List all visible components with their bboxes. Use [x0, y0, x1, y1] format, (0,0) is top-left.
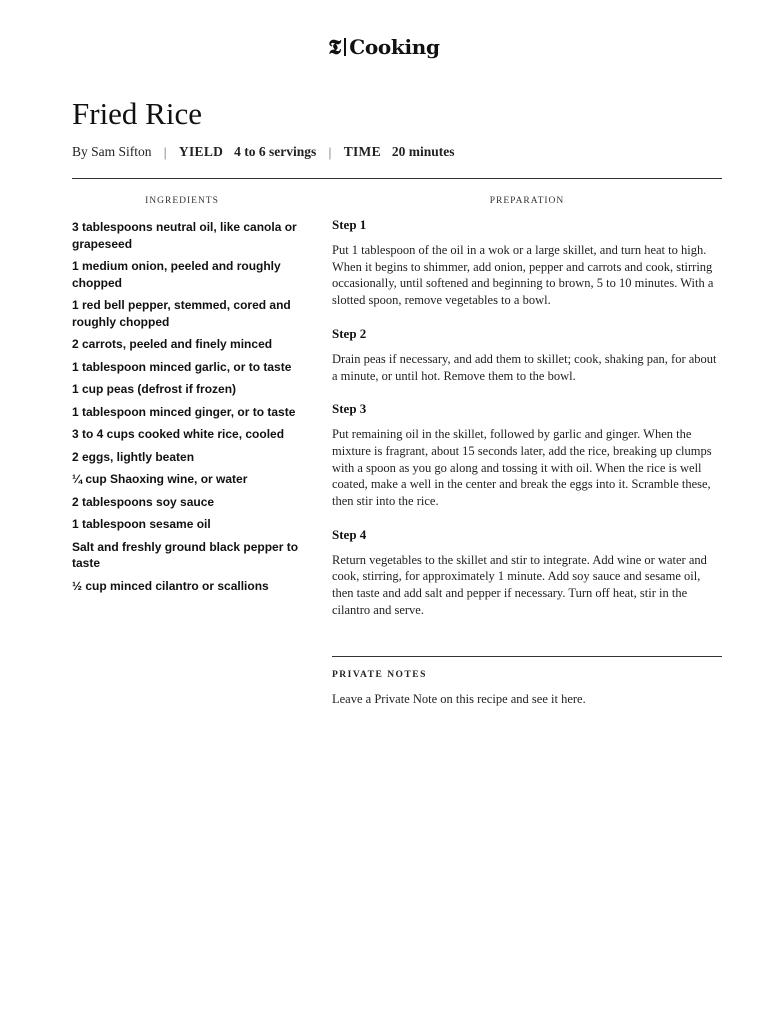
ingredient-item: 1 tablespoon minced garlic, or to taste	[72, 359, 292, 374]
notes-divider	[332, 656, 722, 657]
cooking-logo[interactable]	[328, 36, 439, 58]
meta-divider: |	[163, 144, 167, 160]
step-text: Put 1 tablespoon of the oil in a wok or a large skillet, and turn heat to high. When it begins to shimmer, add onion, pepper and carrots and cook, stirring occasionally, until softened and beginning to brown, 5 to 10 minutes. With a slotted spoon, remove vegetables to a bowl.	[332, 243, 714, 308]
step-label: Step 4	[332, 526, 367, 542]
preparation-heading: PREPARATION	[489, 196, 565, 206]
ingredients-list	[72, 219, 300, 600]
prep-step	[332, 400, 722, 510]
logo-divider	[344, 38, 346, 56]
ingredient-item: 3 tablespoons neutral oil, like canola or grapeseed	[72, 220, 297, 251]
masthead	[0, 36, 768, 58]
step-label: Step 1	[332, 217, 367, 232]
recipe-meta	[72, 144, 455, 160]
recipe-title: Fried Rice	[72, 96, 202, 131]
ingredient-item: 1 cup peas (defrost if frozen)	[72, 382, 237, 396]
ingredient-item: 2 tablespoons soy sauce	[72, 494, 215, 509]
step-text: Put remaining oil in the skillet, followed by garlic and ginger. When the mixture is fragrant, about 15 seconds later, add the rice, breaking up clumps with a spoon as you go along and tossing it with oil. When the rice is well coated, make a well in the center and break the eggs into it. Scramble these, then stir into the rice.	[332, 427, 712, 509]
prep-step	[332, 526, 722, 619]
ingredient-item: 1 red bell pepper, stemmed, cored and roughly chopped	[72, 298, 291, 329]
yield-value: 4 to 6 servings	[234, 144, 317, 159]
time-value: 20 minutes	[391, 144, 455, 159]
ingredient-item: ¼ cup Shaoxing wine, or water	[72, 472, 248, 486]
ingredient-item: 2 eggs, lightly beaten	[72, 449, 195, 464]
nyt-t-icon: 𝕿	[328, 34, 342, 59]
meta-divider: |	[328, 144, 332, 160]
ingredient-item: 3 to 4 cups cooked white rice, cooled	[72, 427, 285, 441]
ingredient-item: ½ cup minced cilantro or scallions	[72, 578, 269, 593]
ingredient-item: 1 tablespoon sesame oil	[72, 517, 211, 531]
ingredient-item: Salt and freshly ground black pepper to taste	[72, 539, 299, 570]
time-label: TIME	[343, 144, 381, 159]
ingredient-item: 1 tablespoon minced ginger, or to taste	[72, 404, 296, 419]
step-text: Drain peas if necessary, and add them to skillet; cook, shaking pan, for about a minute, or until hot. Remove them to the bowl.	[332, 351, 717, 383]
preparation-steps	[332, 216, 722, 635]
yield-label: YIELD	[178, 144, 224, 159]
ingredient-item: 1 medium onion, peeled and roughly chopped	[72, 259, 281, 290]
step-label: Step 3	[332, 401, 367, 417]
private-notes-heading: PRIVATE NOTES	[332, 670, 427, 680]
step-label: Step 2	[332, 325, 367, 341]
header-divider	[72, 178, 722, 179]
private-notes-text[interactable]: Leave a Private Note on this recipe and see it here.	[332, 692, 586, 706]
step-text: Return vegetables to the skillet and stir to integrate. Add wine or water and cook, stirring, for approximately 1 minute. Add soy sauce and sesame oil, then taste and add salt and pepper if necessary. Turn off heat, stir in the cilantro and serve.	[332, 552, 707, 617]
prep-step	[332, 325, 722, 384]
prep-step	[332, 216, 722, 309]
ingredient-item: 2 carrots, peeled and finely minced	[72, 337, 273, 351]
ingredients-heading: INGREDIENTS	[145, 196, 219, 206]
byline: By Sam Sifton	[72, 144, 152, 159]
logo-wordmark: Cooking	[349, 35, 440, 59]
